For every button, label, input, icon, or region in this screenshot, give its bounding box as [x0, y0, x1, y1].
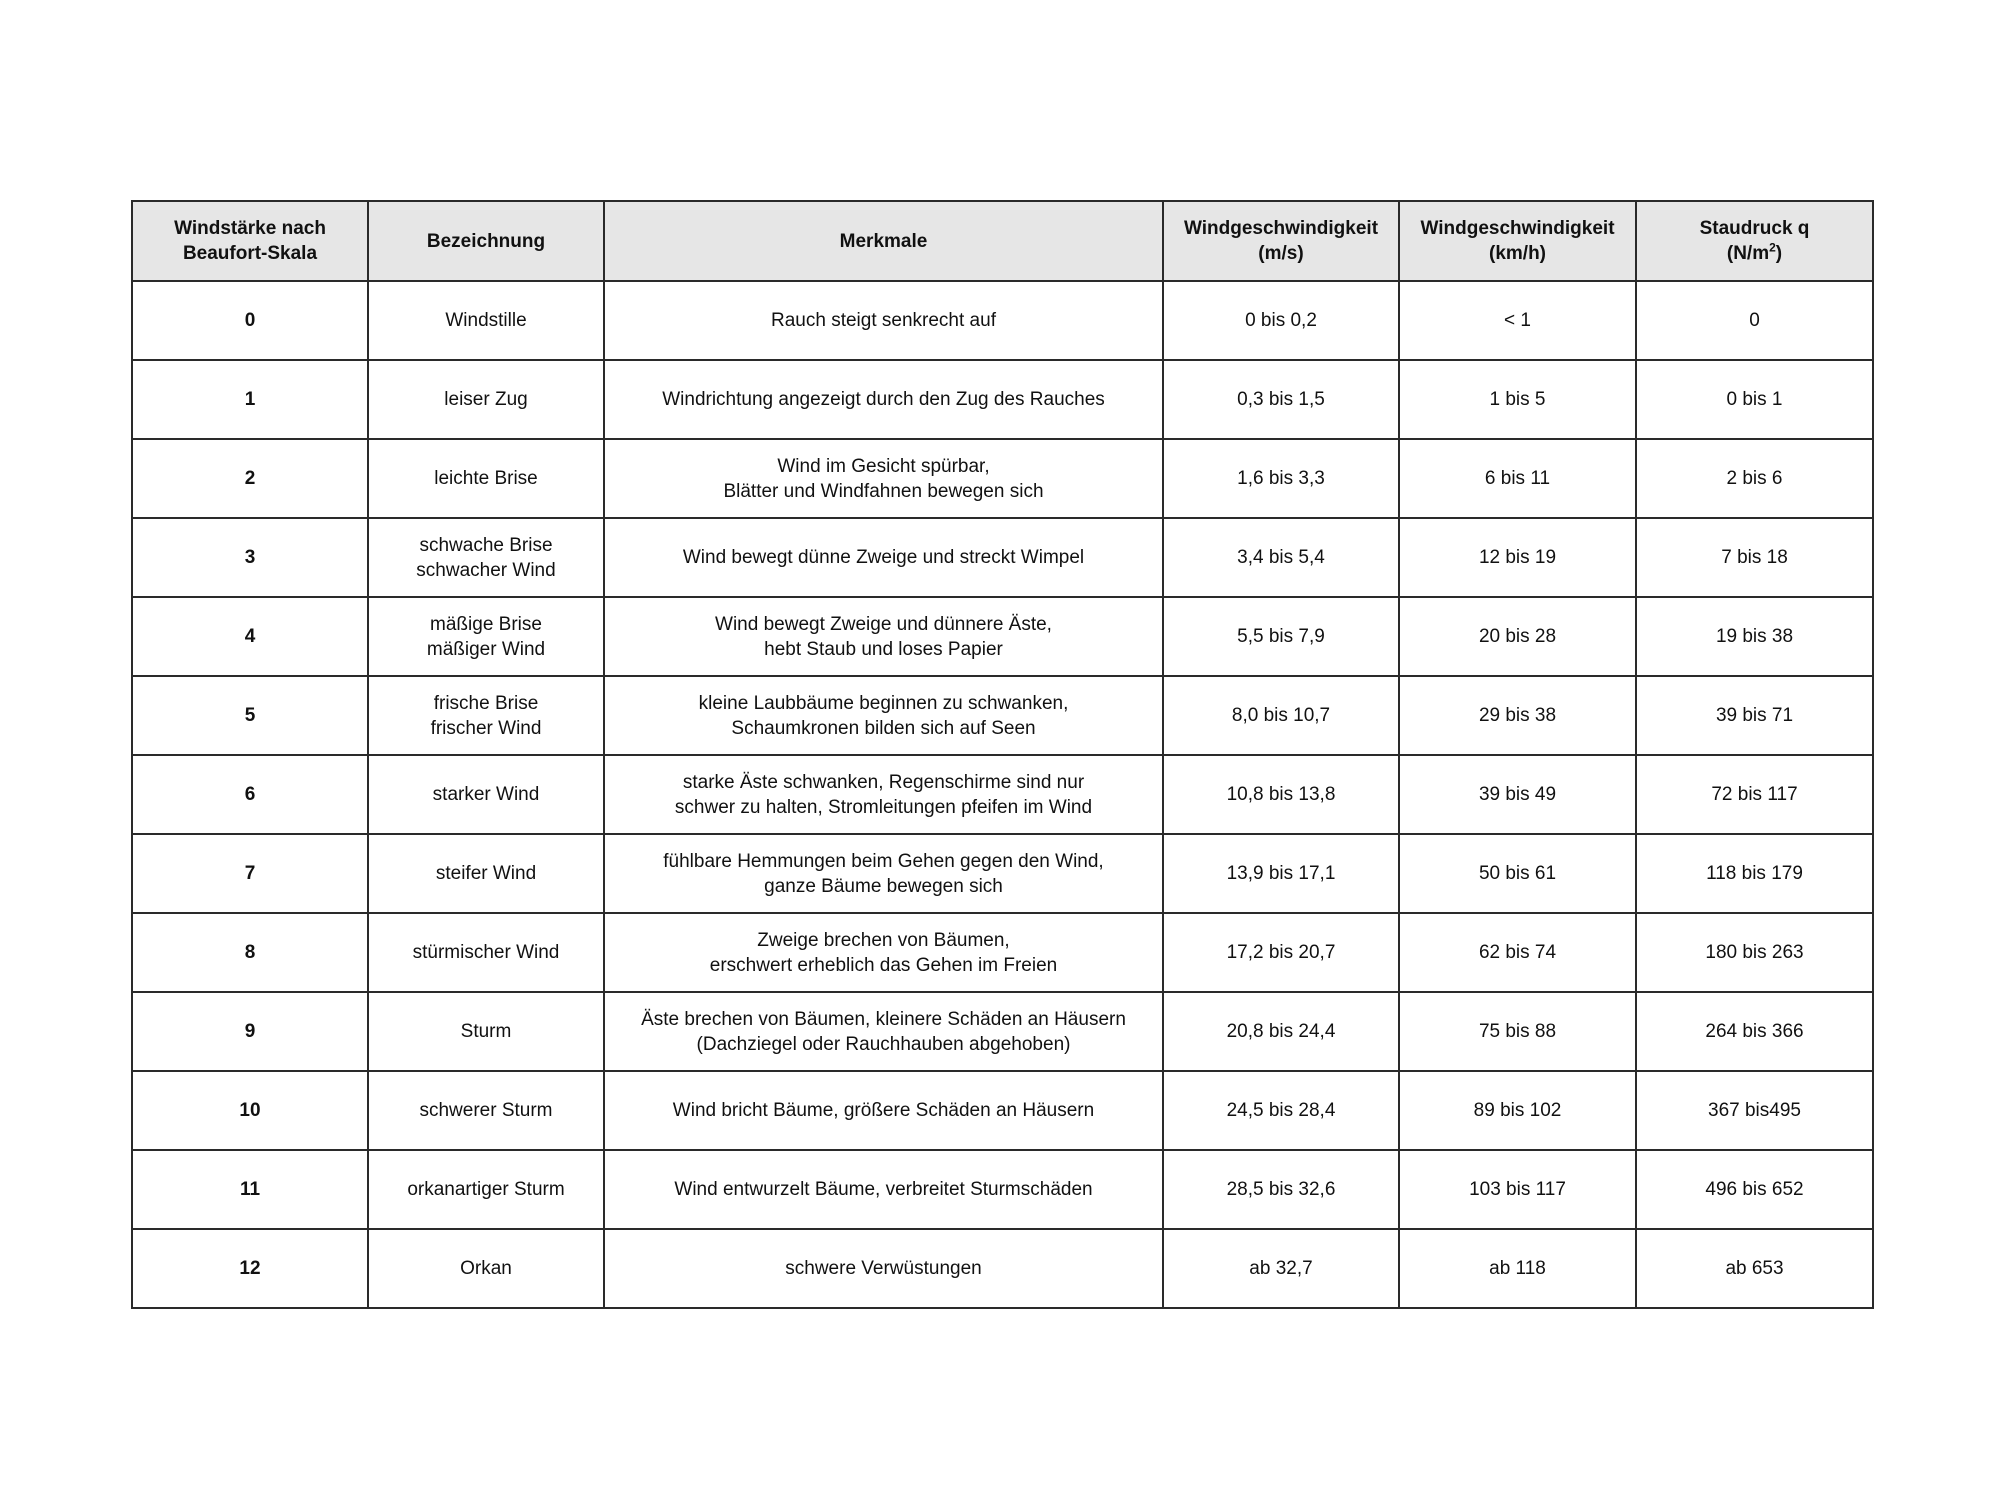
table-row [132, 1071, 1873, 1150]
cell-name: stürmischer Wind [368, 913, 604, 992]
cell-speed-kmh: < 1 [1399, 281, 1636, 360]
cell-features: Wind bricht Bäume, größere Schäden an Häusern [604, 1071, 1163, 1150]
cell-speed-ms: 0,3 bis 1,5 [1163, 360, 1399, 439]
cell-pressure: 19 bis 38 [1636, 597, 1873, 676]
header-speed-kmh-line-2: (km/h) [1489, 243, 1546, 264]
cell-name: Windstille [368, 281, 604, 360]
pressure-unit-close: ) [1775, 243, 1783, 264]
cell-force: 4 [132, 597, 368, 676]
cell-name: Sturm [368, 992, 604, 1071]
cell-features: kleine Laubbäume beginnen zu schwanken, Schaumkronen bilden sich auf Seen [604, 676, 1163, 755]
cell-speed-ms: 13,9 bis 17,1 [1163, 834, 1399, 913]
cell-speed-kmh: 12 bis 19 [1399, 518, 1636, 597]
cell-force: 12 [132, 1229, 368, 1308]
table-row [132, 1150, 1873, 1229]
cell-features: Wind bewegt dünne Zweige und streckt Wimpel [604, 518, 1163, 597]
pressure-unit-base: (N/m [1726, 243, 1770, 264]
cell-speed-ms: 17,2 bis 20,7 [1163, 913, 1399, 992]
header-pressure-line-1: Staudruck q [1699, 218, 1810, 239]
cell-pressure: 118 bis 179 [1636, 834, 1873, 913]
cell-pressure: 0 bis 1 [1636, 360, 1873, 439]
cell-pressure: 180 bis 263 [1636, 913, 1873, 992]
cell-force: 5 [132, 676, 368, 755]
header-pressure [1636, 201, 1873, 281]
header-speed-ms-line-1: Windgeschwindigkeit [1183, 218, 1379, 239]
table-row [132, 834, 1873, 913]
cell-speed-ms: 3,4 bis 5,4 [1163, 518, 1399, 597]
cell-speed-kmh: 89 bis 102 [1399, 1071, 1636, 1150]
header-features [604, 201, 1163, 281]
cell-pressure: 2 bis 6 [1636, 439, 1873, 518]
cell-features: schwere Verwüstungen [604, 1229, 1163, 1308]
cell-name: Orkan [368, 1229, 604, 1308]
cell-speed-kmh: 1 bis 5 [1399, 360, 1636, 439]
cell-pressure: 7 bis 18 [1636, 518, 1873, 597]
cell-features: Äste brechen von Bäumen, kleinere Schäden an Häusern (Dachziegel oder Rauchhauben abgehoben) [604, 992, 1163, 1071]
cell-force: 10 [132, 1071, 368, 1150]
header-name [368, 201, 604, 281]
cell-speed-ms: ab 32,7 [1163, 1229, 1399, 1308]
cell-name: steifer Wind [368, 834, 604, 913]
header-row [132, 201, 1873, 281]
cell-features: Wind entwurzelt Bäume, verbreitet Sturmschäden [604, 1150, 1163, 1229]
cell-name: frische Brise frischer Wind [368, 676, 604, 755]
cell-speed-ms: 28,5 bis 32,6 [1163, 1150, 1399, 1229]
table-body [132, 281, 1873, 1308]
beaufort-table [131, 200, 1874, 1309]
table-row [132, 992, 1873, 1071]
cell-force: 11 [132, 1150, 368, 1229]
cell-force: 3 [132, 518, 368, 597]
table-row [132, 518, 1873, 597]
table-row [132, 1229, 1873, 1308]
cell-speed-kmh: ab 118 [1399, 1229, 1636, 1308]
cell-speed-ms: 10,8 bis 13,8 [1163, 755, 1399, 834]
cell-speed-ms: 1,6 bis 3,3 [1163, 439, 1399, 518]
table-row [132, 439, 1873, 518]
cell-pressure: 0 [1636, 281, 1873, 360]
header-force-line-2: Beaufort-Skala [182, 243, 318, 264]
pressure-unit-exponent: 2 [1769, 240, 1776, 255]
cell-name: orkanartiger Sturm [368, 1150, 604, 1229]
cell-speed-ms: 20,8 bis 24,4 [1163, 992, 1399, 1071]
cell-pressure: 496 bis 652 [1636, 1150, 1873, 1229]
cell-features: Wind bewegt Zweige und dünnere Äste, hebt Staub und loses Papier [604, 597, 1163, 676]
cell-speed-kmh: 75 bis 88 [1399, 992, 1636, 1071]
header-speed-kmh-line-1: Windgeschwindigkeit [1420, 218, 1615, 239]
cell-features: Rauch steigt senkrecht auf [604, 281, 1163, 360]
cell-force: 2 [132, 439, 368, 518]
table-row [132, 597, 1873, 676]
cell-features: Windrichtung angezeigt durch den Zug des Rauches [604, 360, 1163, 439]
cell-speed-kmh: 103 bis 117 [1399, 1150, 1636, 1229]
header-force-line-1: Windstärke nach [174, 218, 326, 239]
cell-speed-kmh: 50 bis 61 [1399, 834, 1636, 913]
cell-features: starke Äste schwanken, Regenschirme sind nur schwer zu halten, Stromleitungen pfeifen im Wind [604, 755, 1163, 834]
header-speed-kmh [1399, 201, 1636, 281]
cell-pressure: ab 653 [1636, 1229, 1873, 1308]
cell-force: 1 [132, 360, 368, 439]
cell-pressure: 72 bis 117 [1636, 755, 1873, 834]
cell-force: 6 [132, 755, 368, 834]
cell-speed-kmh: 6 bis 11 [1399, 439, 1636, 518]
cell-features: fühlbare Hemmungen beim Gehen gegen den Wind, ganze Bäume bewegen sich [604, 834, 1163, 913]
header-pressure-line-2 [1647, 241, 1862, 266]
header-speed-ms-line-2: (m/s) [1258, 243, 1304, 264]
cell-name: leichte Brise [368, 439, 604, 518]
cell-speed-ms: 5,5 bis 7,9 [1163, 597, 1399, 676]
cell-pressure: 367 bis495 [1636, 1071, 1873, 1150]
cell-name: mäßige Brise mäßiger Wind [368, 597, 604, 676]
cell-name: starker Wind [368, 755, 604, 834]
cell-pressure: 264 bis 366 [1636, 992, 1873, 1071]
cell-speed-kmh: 20 bis 28 [1399, 597, 1636, 676]
table-row [132, 281, 1873, 360]
header-features-line-1: Merkmale [839, 230, 928, 252]
table-row [132, 755, 1873, 834]
table-header [132, 201, 1873, 281]
cell-name: leiser Zug [368, 360, 604, 439]
cell-speed-ms: 24,5 bis 28,4 [1163, 1071, 1399, 1150]
cell-speed-ms: 0 bis 0,2 [1163, 281, 1399, 360]
table-row [132, 676, 1873, 755]
header-speed-ms [1163, 201, 1399, 281]
cell-speed-kmh: 29 bis 38 [1399, 676, 1636, 755]
cell-force: 0 [132, 281, 368, 360]
cell-name: schwache Brise schwacher Wind [368, 518, 604, 597]
header-force [132, 201, 368, 281]
table-row [132, 913, 1873, 992]
cell-pressure: 39 bis 71 [1636, 676, 1873, 755]
header-name-line-1: Bezeichnung [426, 230, 546, 252]
cell-name: schwerer Sturm [368, 1071, 604, 1150]
cell-force: 9 [132, 992, 368, 1071]
cell-force: 8 [132, 913, 368, 992]
cell-speed-kmh: 39 bis 49 [1399, 755, 1636, 834]
cell-force: 7 [132, 834, 368, 913]
cell-features: Wind im Gesicht spürbar, Blätter und Windfahnen bewegen sich [604, 439, 1163, 518]
cell-speed-ms: 8,0 bis 10,7 [1163, 676, 1399, 755]
cell-features: Zweige brechen von Bäumen, erschwert erheblich das Gehen im Freien [604, 913, 1163, 992]
table-row [132, 360, 1873, 439]
cell-speed-kmh: 62 bis 74 [1399, 913, 1636, 992]
